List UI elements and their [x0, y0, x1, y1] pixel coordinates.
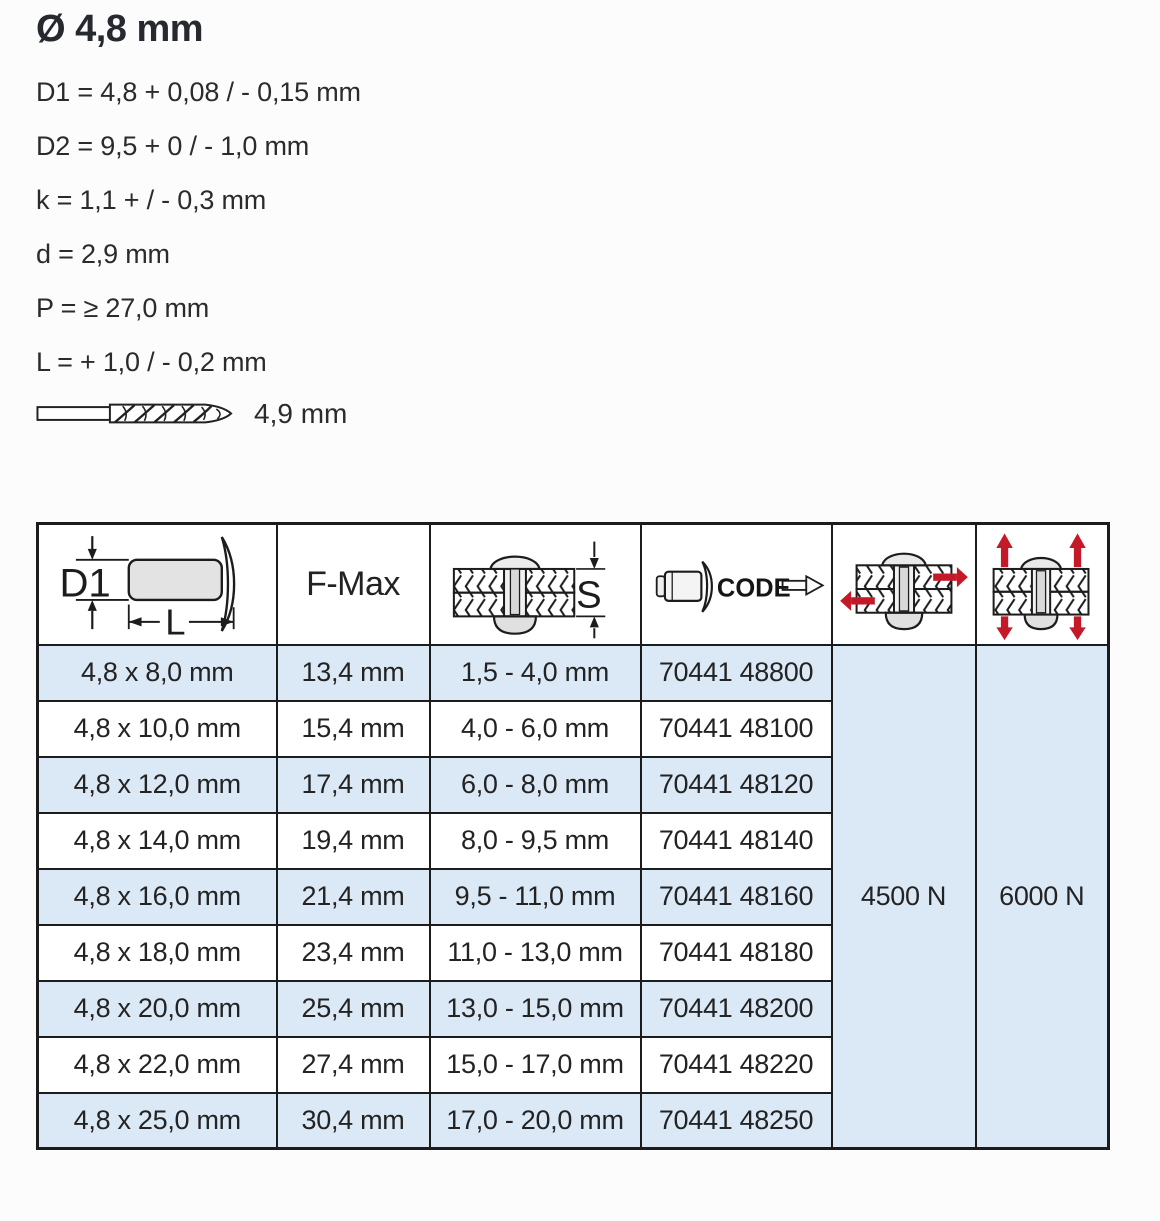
header-tensile-strength: [976, 524, 1109, 645]
tensile-strength-cell: 6000 N: [976, 645, 1109, 1149]
cell-grip-range: 1,5 - 4,0 mm: [430, 645, 641, 701]
cell-code: 70441 48800: [641, 645, 832, 701]
cell-dimension: 4,8 x 12,0 mm: [38, 757, 277, 813]
cell-code: 70441 48220: [641, 1037, 832, 1093]
cell-code: 70441 48140: [641, 813, 832, 869]
header-f-max: [277, 524, 430, 645]
d1-label: D1: [59, 560, 111, 606]
cell-grip-range: 6,0 - 8,0 mm: [430, 757, 641, 813]
cell-dimension: 4,8 x 20,0 mm: [38, 981, 277, 1037]
cell-grip-range: 11,0 - 13,0 mm: [430, 925, 641, 981]
cell-f-max: 25,4 mm: [277, 981, 430, 1037]
cell-grip-range: 17,0 - 20,0 mm: [430, 1093, 641, 1149]
spec-line: P = ≥ 27,0 mm: [36, 293, 210, 323]
spec-line: D2 = 9,5 + 0 / - 1,0 mm: [36, 131, 310, 161]
cell-f-max: 21,4 mm: [277, 869, 430, 925]
drill-size-value: 4,9 mm: [254, 398, 348, 429]
header-code: [641, 524, 832, 645]
cell-code: 70441 48160: [641, 869, 832, 925]
cell-grip-range: 15,0 - 17,0 mm: [430, 1037, 641, 1093]
spec-line: D1 = 4,8 + 0,08 / - 0,15 mm: [36, 77, 361, 107]
header-dimension: [38, 524, 277, 645]
cell-code: 70441 48180: [641, 925, 832, 981]
cell-f-max: 30,4 mm: [277, 1093, 430, 1149]
rivet-code-diagram: [645, 527, 828, 641]
spec-list: [36, 65, 1160, 389]
cell-dimension: 4,8 x 22,0 mm: [38, 1037, 277, 1093]
cell-f-max: 19,4 mm: [277, 813, 430, 869]
cell-code: 70441 48200: [641, 981, 832, 1037]
cell-grip-range: 9,5 - 11,0 mm: [430, 869, 641, 925]
cell-f-max: 15,4 mm: [277, 701, 430, 757]
spec-line: L = + 1,0 / - 0,2 mm: [36, 347, 267, 377]
header-grip-range: [430, 524, 641, 645]
rivet-dimension-diagram: [42, 527, 273, 641]
table-body: [38, 645, 1109, 1149]
l-label: L: [165, 601, 186, 642]
cell-dimension: 4,8 x 14,0 mm: [38, 813, 277, 869]
cell-dimension: 4,8 x 10,0 mm: [38, 701, 277, 757]
cell-f-max: 13,4 mm: [277, 645, 430, 701]
grip-range-diagram: [434, 527, 637, 641]
tensile-load-diagram: [979, 527, 1104, 641]
table-header: [38, 524, 1109, 645]
cell-grip-range: 8,0 - 9,5 mm: [430, 813, 641, 869]
cell-dimension: 4,8 x 16,0 mm: [38, 869, 277, 925]
cell-dimension: 4,8 x 18,0 mm: [38, 925, 277, 981]
cell-code: 70441 48120: [641, 757, 832, 813]
cell-grip-range: 4,0 - 6,0 mm: [430, 701, 641, 757]
f-max-label: F-Max: [306, 564, 400, 603]
cell-dimension: 4,8 x 25,0 mm: [38, 1093, 277, 1149]
cell-code: 70441 48100: [641, 701, 832, 757]
cell-f-max: 23,4 mm: [277, 925, 430, 981]
rivet-spec-table: [36, 522, 1110, 1150]
page-title: Ø 4,8 mm: [36, 8, 204, 50]
spec-line: d = 2,9 mm: [36, 239, 170, 269]
table-row: [38, 645, 1109, 701]
grip-label: S: [575, 573, 602, 617]
drill-bit-icon: [36, 399, 238, 429]
cell-f-max: 17,4 mm: [277, 757, 430, 813]
cell-grip-range: 13,0 - 15,0 mm: [430, 981, 641, 1037]
cell-f-max: 27,4 mm: [277, 1037, 430, 1093]
cell-dimension: 4,8 x 8,0 mm: [38, 645, 277, 701]
shear-strength-cell: 4500 N: [832, 645, 976, 1149]
code-label: CODE: [716, 574, 791, 603]
spec-line: k = 1,1 + / - 0,3 mm: [36, 185, 267, 215]
drill-size-row: [36, 395, 1160, 433]
shear-load-diagram: [836, 527, 972, 641]
cell-code: 70441 48250: [641, 1093, 832, 1149]
header-shear-strength: [832, 524, 976, 645]
